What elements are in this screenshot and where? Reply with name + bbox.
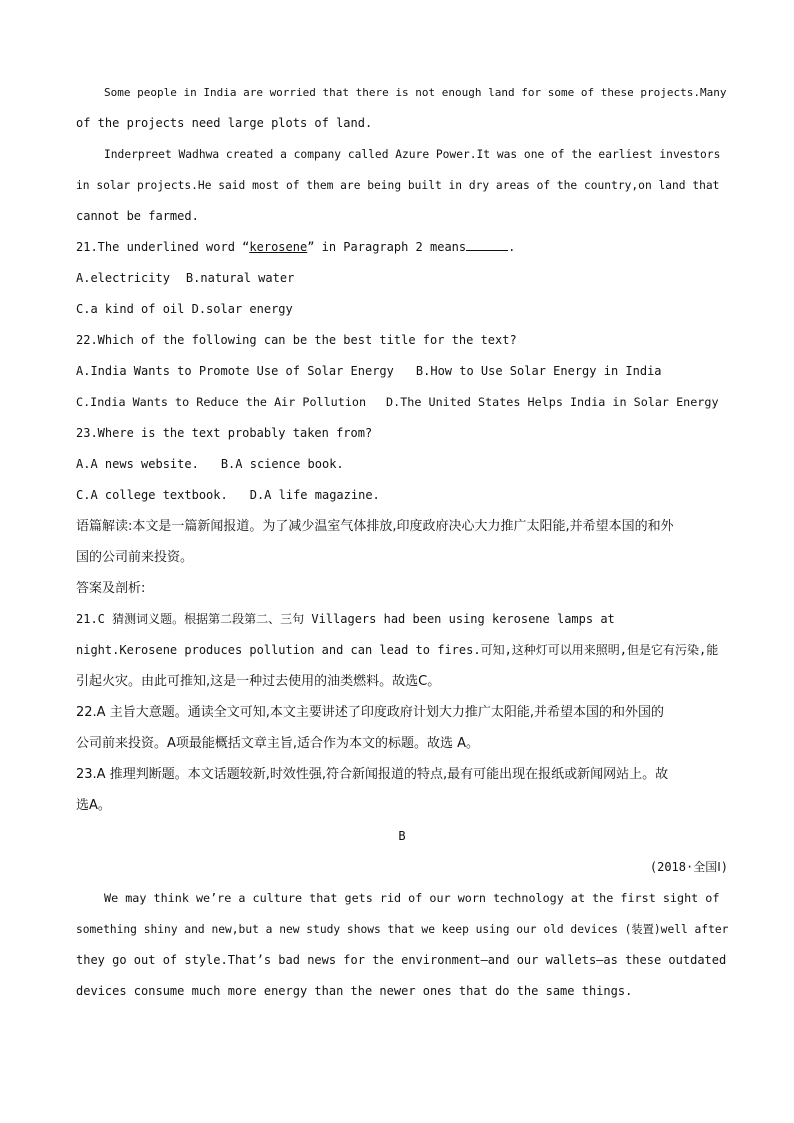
question-23-stem: 23.Where is the text probably taken from? [76, 426, 373, 440]
paragraph-line: of the projects need large plots of land. [76, 116, 373, 130]
summary-line: 国的公司前来投资。 [76, 550, 194, 565]
answer-21-line: 21.C 猜测词义题。根据第二段第二、三句 Villagers had been using kerosene lamps at [76, 612, 615, 626]
paragraph-line: Some people in India are worried that there is not enough land for some of these projects.Many [104, 86, 727, 99]
answer-blank [466, 238, 508, 251]
answer-22-line: 公司前来投资。A项最能概括文章主旨,适合作为本文的标题。故选 A。 [76, 736, 480, 751]
answer-21-line: 引起火灾。由此可推知,这是一种过去使用的油类燃料。故选C。 [76, 674, 441, 689]
document-page [76, 77, 728, 1007]
question-21-options: C.a kind of oil D.solar energy [76, 302, 293, 316]
option-d: D.The United States Helps India in Solar Energy [386, 395, 719, 409]
question-stem-text: 21.The underlined word “ [76, 240, 250, 254]
paragraph-line: something shiny and new,but a new study shows that we keep using our old devices (装置)well after [76, 923, 729, 936]
section-heading: B [398, 829, 406, 843]
option-a: A.India Wants to Promote Use of Solar Energy [76, 364, 394, 378]
option-d: D.A life magazine. [249, 488, 380, 502]
question-21-options [76, 263, 728, 294]
summary-line: 语篇解读:本文是一篇新闻报道。为了减少温室气体排放,印度政府决心大力推广太阳能,并希望本国的和外 [76, 519, 674, 534]
source-label: (2018·全国Ⅰ) [649, 860, 728, 874]
question-22-options [76, 356, 728, 387]
option-b: B.A science book. [220, 457, 344, 471]
paragraph-line: they go out of style.That’s bad news for the environment—and our wallets—as these outdated [76, 953, 727, 967]
paragraph-line: in solar projects.He said most of them are being built in dry areas of the country,on land that [76, 179, 720, 192]
answer-21-line: night.Kerosene produces pollution and can lead to fires.可知,这种灯可以用来照明,但是它有污染,能 [76, 643, 719, 657]
paragraph-line: Inderpreet Wadhwa created a company called Azure Power.It was one of the earliest investors [104, 148, 721, 161]
question-22-stem: 22.Which of the following can be the best title for the text? [76, 333, 517, 347]
option-c: C.A college textbook. [76, 488, 228, 502]
question-stem-text: ” in Paragraph 2 means [307, 240, 467, 254]
answer-23-line: 选A。 [76, 798, 111, 813]
paragraph-line: devices consume much more energy than the newer ones that do the same things. [76, 984, 633, 998]
option-b: B.How to Use Solar Energy in India [415, 364, 662, 378]
paragraph-line: cannot be farmed. [76, 209, 199, 223]
underlined-word: kerosene [249, 240, 308, 254]
option-b: B.natural water [185, 271, 295, 285]
paragraph-line: We may think we’re a culture that gets rid of our worn technology at the first sight of [104, 891, 720, 905]
option-a: A.A news website. [76, 457, 199, 471]
question-21-stem [76, 232, 728, 263]
question-22-options [76, 387, 728, 418]
question-stem-text: . [508, 240, 516, 254]
answers-heading: 答案及剖析: [76, 581, 146, 596]
answer-23-line: 23.A 推理判断题。本文话题较新,时效性强,符合新闻报道的特点,最有可能出现在报纸或新闻网站上。故 [76, 767, 669, 782]
option-a: A.electricity [76, 271, 170, 285]
answer-22-line: 22.A 主旨大意题。通读全文可知,本文主要讲述了印度政府计划大力推广太阳能,并希望本国的和外国的 [76, 705, 664, 720]
option-c: C.India Wants to Reduce the Air Pollution [76, 395, 367, 409]
question-23-options [76, 480, 728, 511]
question-23-options [76, 449, 728, 480]
